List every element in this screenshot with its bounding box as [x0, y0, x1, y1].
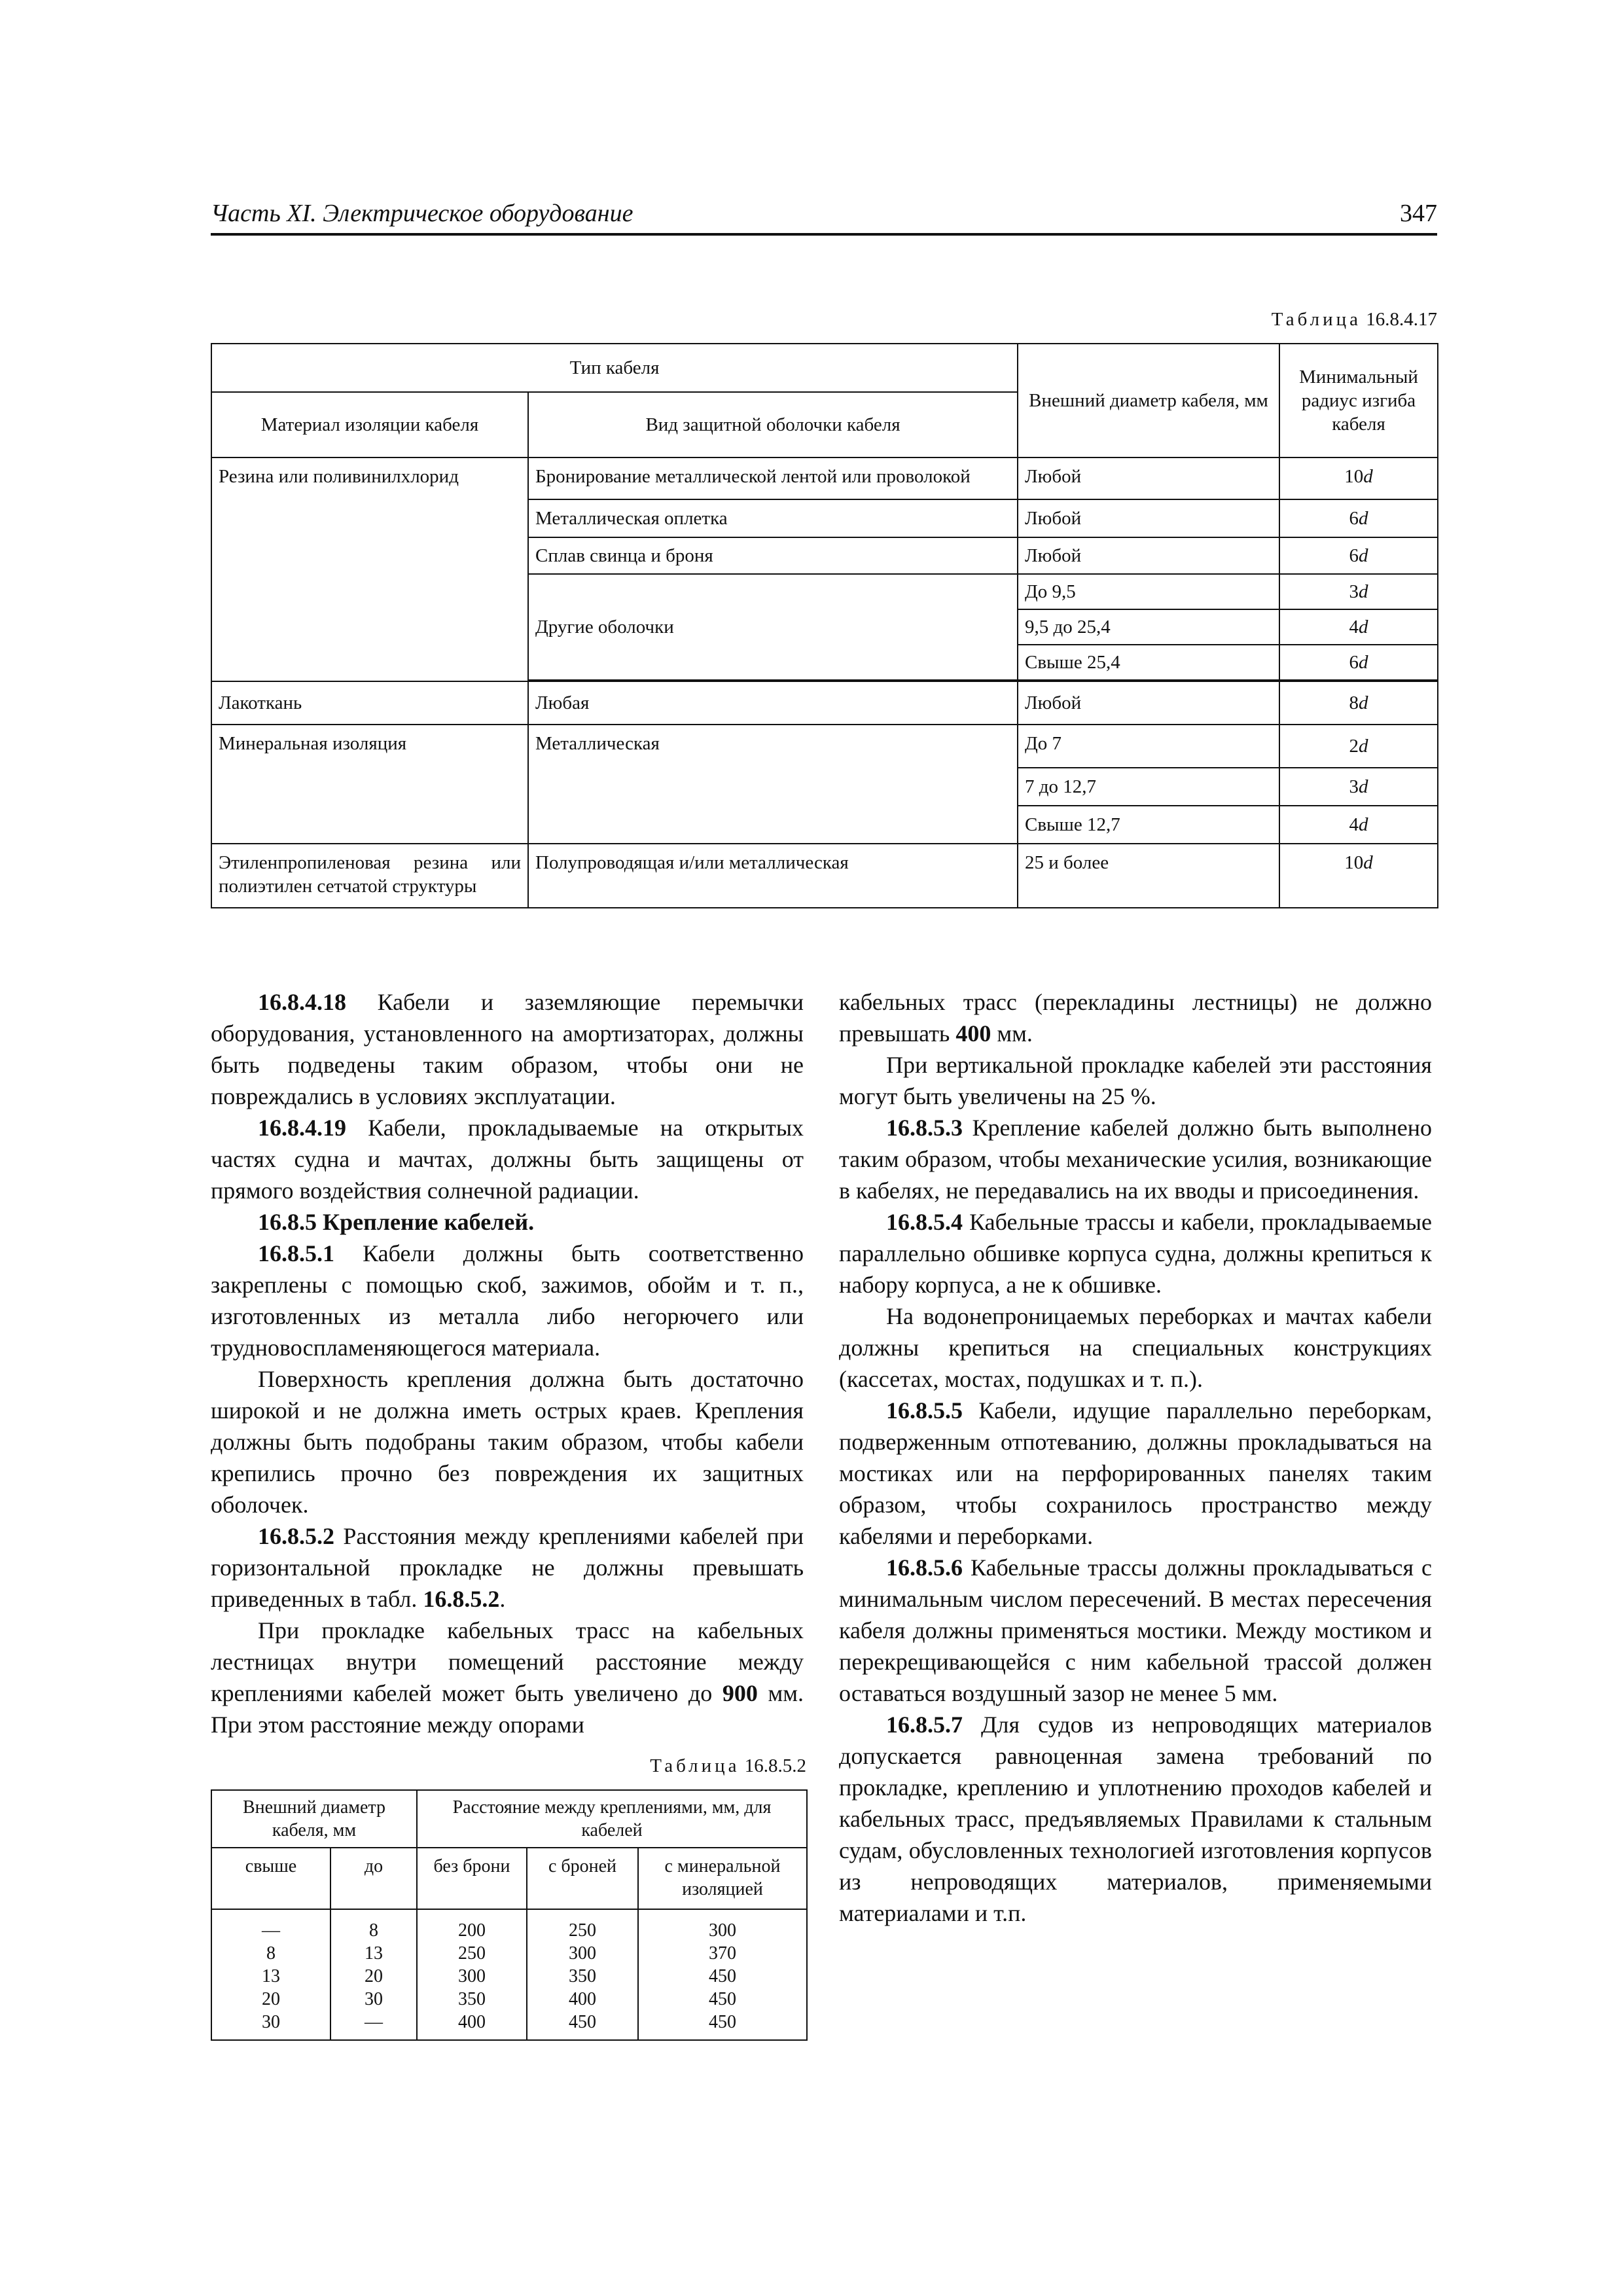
- sheath-cell: Металлическая: [528, 725, 1018, 844]
- running-header: [211, 194, 1437, 236]
- radius-cell: 3d: [1279, 574, 1438, 609]
- paragraph: 16.8.5.7 Для судов из непроводящих материалов допускается равноценная замена требований по прокладке, креплению и уплотнению проходов кабелей и кабельных трасс, предъявляемых Правилами к стальным судам, обусловленных технологией изготовления корпусов из непроводящих материалов, применяемыми материалами и т.п.: [839, 1712, 1432, 1926]
- header-armor: с броней: [527, 1848, 638, 1909]
- sheath-cell: Бронирование металлической лентой или проволокой: [528, 457, 1018, 499]
- diameter-cell: До 9,5: [1018, 574, 1279, 609]
- fastening-distance-table: [211, 1789, 808, 2041]
- bend-radius-table: [211, 343, 1438, 908]
- diameter-cell: Любой: [1018, 499, 1279, 537]
- radius-cell: 8d: [1279, 681, 1438, 725]
- header-distance: Расстояние между креплениями, мм, для кабелей: [417, 1790, 807, 1848]
- header-radius: Минимальный радиус изгиба кабеля: [1279, 344, 1438, 457]
- diameter-cell: Любой: [1018, 457, 1279, 499]
- diameter-cell: 9,5 до 25,4: [1018, 609, 1279, 645]
- paragraph: 16.8.5.1 Кабели должны быть соответственно закреплены с помощью скоб, зажимов, обойм и т. п., изготовленных из металла либо негорючего или трудновоспламеняющегося материала.: [211, 1240, 804, 1361]
- radius-cell: 2d: [1279, 725, 1438, 768]
- sheath-cell: Металлическая оплетка: [528, 499, 1018, 537]
- table2-caption: [524, 1755, 806, 1777]
- header-mineral: с минеральной изоляцией: [638, 1848, 807, 1909]
- insulation-cell: Резина или поливинилхлорид: [211, 457, 528, 681]
- insulation-cell: Этиленпропиленовая резина или полиэтилен сетчатой структуры: [211, 844, 528, 908]
- header-over: свыше: [211, 1848, 330, 1909]
- radius-cell: 6d: [1279, 499, 1438, 537]
- sheath-cell: Сплав свинца и броня: [528, 537, 1018, 574]
- radius-cell: 4d: [1279, 806, 1438, 844]
- paragraph: 16.8.4.18 Кабели и заземляющие перемычки оборудования, установленного на амортизаторах, должны быть подведены таким образом, чтобы они не повреждались в условиях эксплуатации.: [211, 989, 804, 1109]
- sheath-cell: Полупроводящая и/или металлическая: [528, 844, 1018, 908]
- page-number: 347: [1400, 200, 1437, 227]
- section-heading: 16.8.5 Крепление кабелей.: [258, 1209, 535, 1235]
- paragraph: На водонепроницаемых переборках и мачтах кабели должны крепиться на специальных конструкциях (кассетах, мостах, подушках и т. п.).: [839, 1303, 1432, 1392]
- diameter-cell: Любой: [1018, 537, 1279, 574]
- diameter-cell: Любой: [1018, 681, 1279, 725]
- paragraph: При вертикальной прокладке кабелей эти расстояния могут быть увеличены на 25 %.: [839, 1052, 1432, 1109]
- diameter-cell: Свыше 25,4: [1018, 645, 1279, 680]
- right-column: [839, 986, 1432, 1929]
- table2-caption-number: 16.8.5.2: [744, 1755, 806, 1776]
- paragraph: 16.8.5.2 Расстояния между креплениями кабелей при горизонтальной прокладке не должны превышать приведенных в табл. 16.8.5.2.: [211, 1523, 804, 1612]
- radius-cell: 10d: [1279, 844, 1438, 908]
- insulation-cell: Минеральная изоляция: [211, 725, 528, 844]
- column-upto: 8 13 20 30 —: [330, 1909, 417, 2040]
- radius-cell: 3d: [1279, 768, 1438, 806]
- radius-cell: 4d: [1279, 609, 1438, 645]
- diameter-cell: 7 до 12,7: [1018, 768, 1279, 806]
- paragraph: 16.8.5.3 Крепление кабелей должно быть выполнено таким образом, чтобы механические усилия, возникающие в кабелях, не передавались на их вводы и присоединения.: [839, 1115, 1432, 1204]
- header-insulation: Материал изоляции кабеля: [211, 392, 528, 457]
- table1-caption-word: Таблица: [1271, 309, 1361, 330]
- header-sheath: Вид защитной оболочки кабеля: [528, 392, 1018, 457]
- radius-cell: 10d: [1279, 457, 1438, 499]
- column-no-armor: 200 250 300 350 400: [417, 1909, 527, 2040]
- sheath-cell: Другие оболочки: [528, 574, 1018, 680]
- paragraph: 16.8.5.6 Кабельные трассы должны прокладываться с минимальным числом пересечений. В местах пересечения кабеля должны применяться мостики. Между мостиком и перекрещивающейся с ним кабельной трассой должен оставаться воздушный зазор не менее 5 мм.: [839, 1554, 1432, 1706]
- paragraph: При прокладке кабельных трасс на кабельных лестницах внутри помещений расстояние между креплениями кабелей может быть увеличено до 900 мм. При этом расстояние между опорами: [211, 1617, 804, 1738]
- diameter-cell: 25 и более: [1018, 844, 1279, 908]
- paragraph: 16.8.4.19 Кабели, прокладываемые на открытых частях судна и мачтах, должны быть защищены от прямого воздействия солнечной радиации.: [211, 1115, 804, 1204]
- table1-caption: [1217, 309, 1437, 331]
- header-no-armor: без брони: [417, 1848, 527, 1909]
- paragraph: 16.8.5.4 Кабельные трассы и кабели, прокладываемые параллельно обшивке корпуса судна, должны крепиться к набору корпуса, а не к обшивке.: [839, 1209, 1432, 1298]
- paragraph: 16.8.5.5 Кабели, идущие параллельно переборкам, подверженным отпотеванию, должны прокладываться на мостиках или на перфорированных панелях таким образом, чтобы сохранилось пространство между кабелями и переборками.: [839, 1397, 1432, 1549]
- radius-cell: 6d: [1279, 645, 1438, 680]
- diameter-cell: Свыше 12,7: [1018, 806, 1279, 844]
- left-column: [211, 986, 804, 1740]
- paragraph: кабельных трасс (перекладины лестницы) не должно превышать 400 мм.: [839, 989, 1432, 1047]
- insulation-cell: Лакоткань: [211, 681, 528, 725]
- column-armor: 250 300 350 400 450: [527, 1909, 638, 2040]
- diameter-cell: До 7: [1018, 725, 1279, 768]
- column-over: — 8 13 20 30: [211, 1909, 330, 2040]
- radius-cell: 6d: [1279, 537, 1438, 574]
- table2-caption-word: Таблица: [650, 1755, 740, 1776]
- header-upto: до: [330, 1848, 417, 1909]
- header-cable-type: Тип кабеля: [211, 344, 1018, 392]
- part-title: Часть XI. Электрическое оборудование: [211, 200, 633, 227]
- paragraph: Поверхность крепления должна быть достаточно широкой и не должна иметь острых краев. Крепления должны быть подобраны таким образом, чтобы кабели крепились прочно без повреждения их защитных оболочек.: [211, 1366, 804, 1518]
- column-mineral: 300 370 450 450 450: [638, 1909, 807, 2040]
- header-diameter: Внешний диаметр кабеля, мм: [211, 1790, 417, 1848]
- table1-caption-number: 16.8.4.17: [1366, 309, 1437, 330]
- header-diameter: Внешний диаметр кабеля, мм: [1018, 344, 1279, 457]
- sheath-cell: Любая: [528, 681, 1018, 725]
